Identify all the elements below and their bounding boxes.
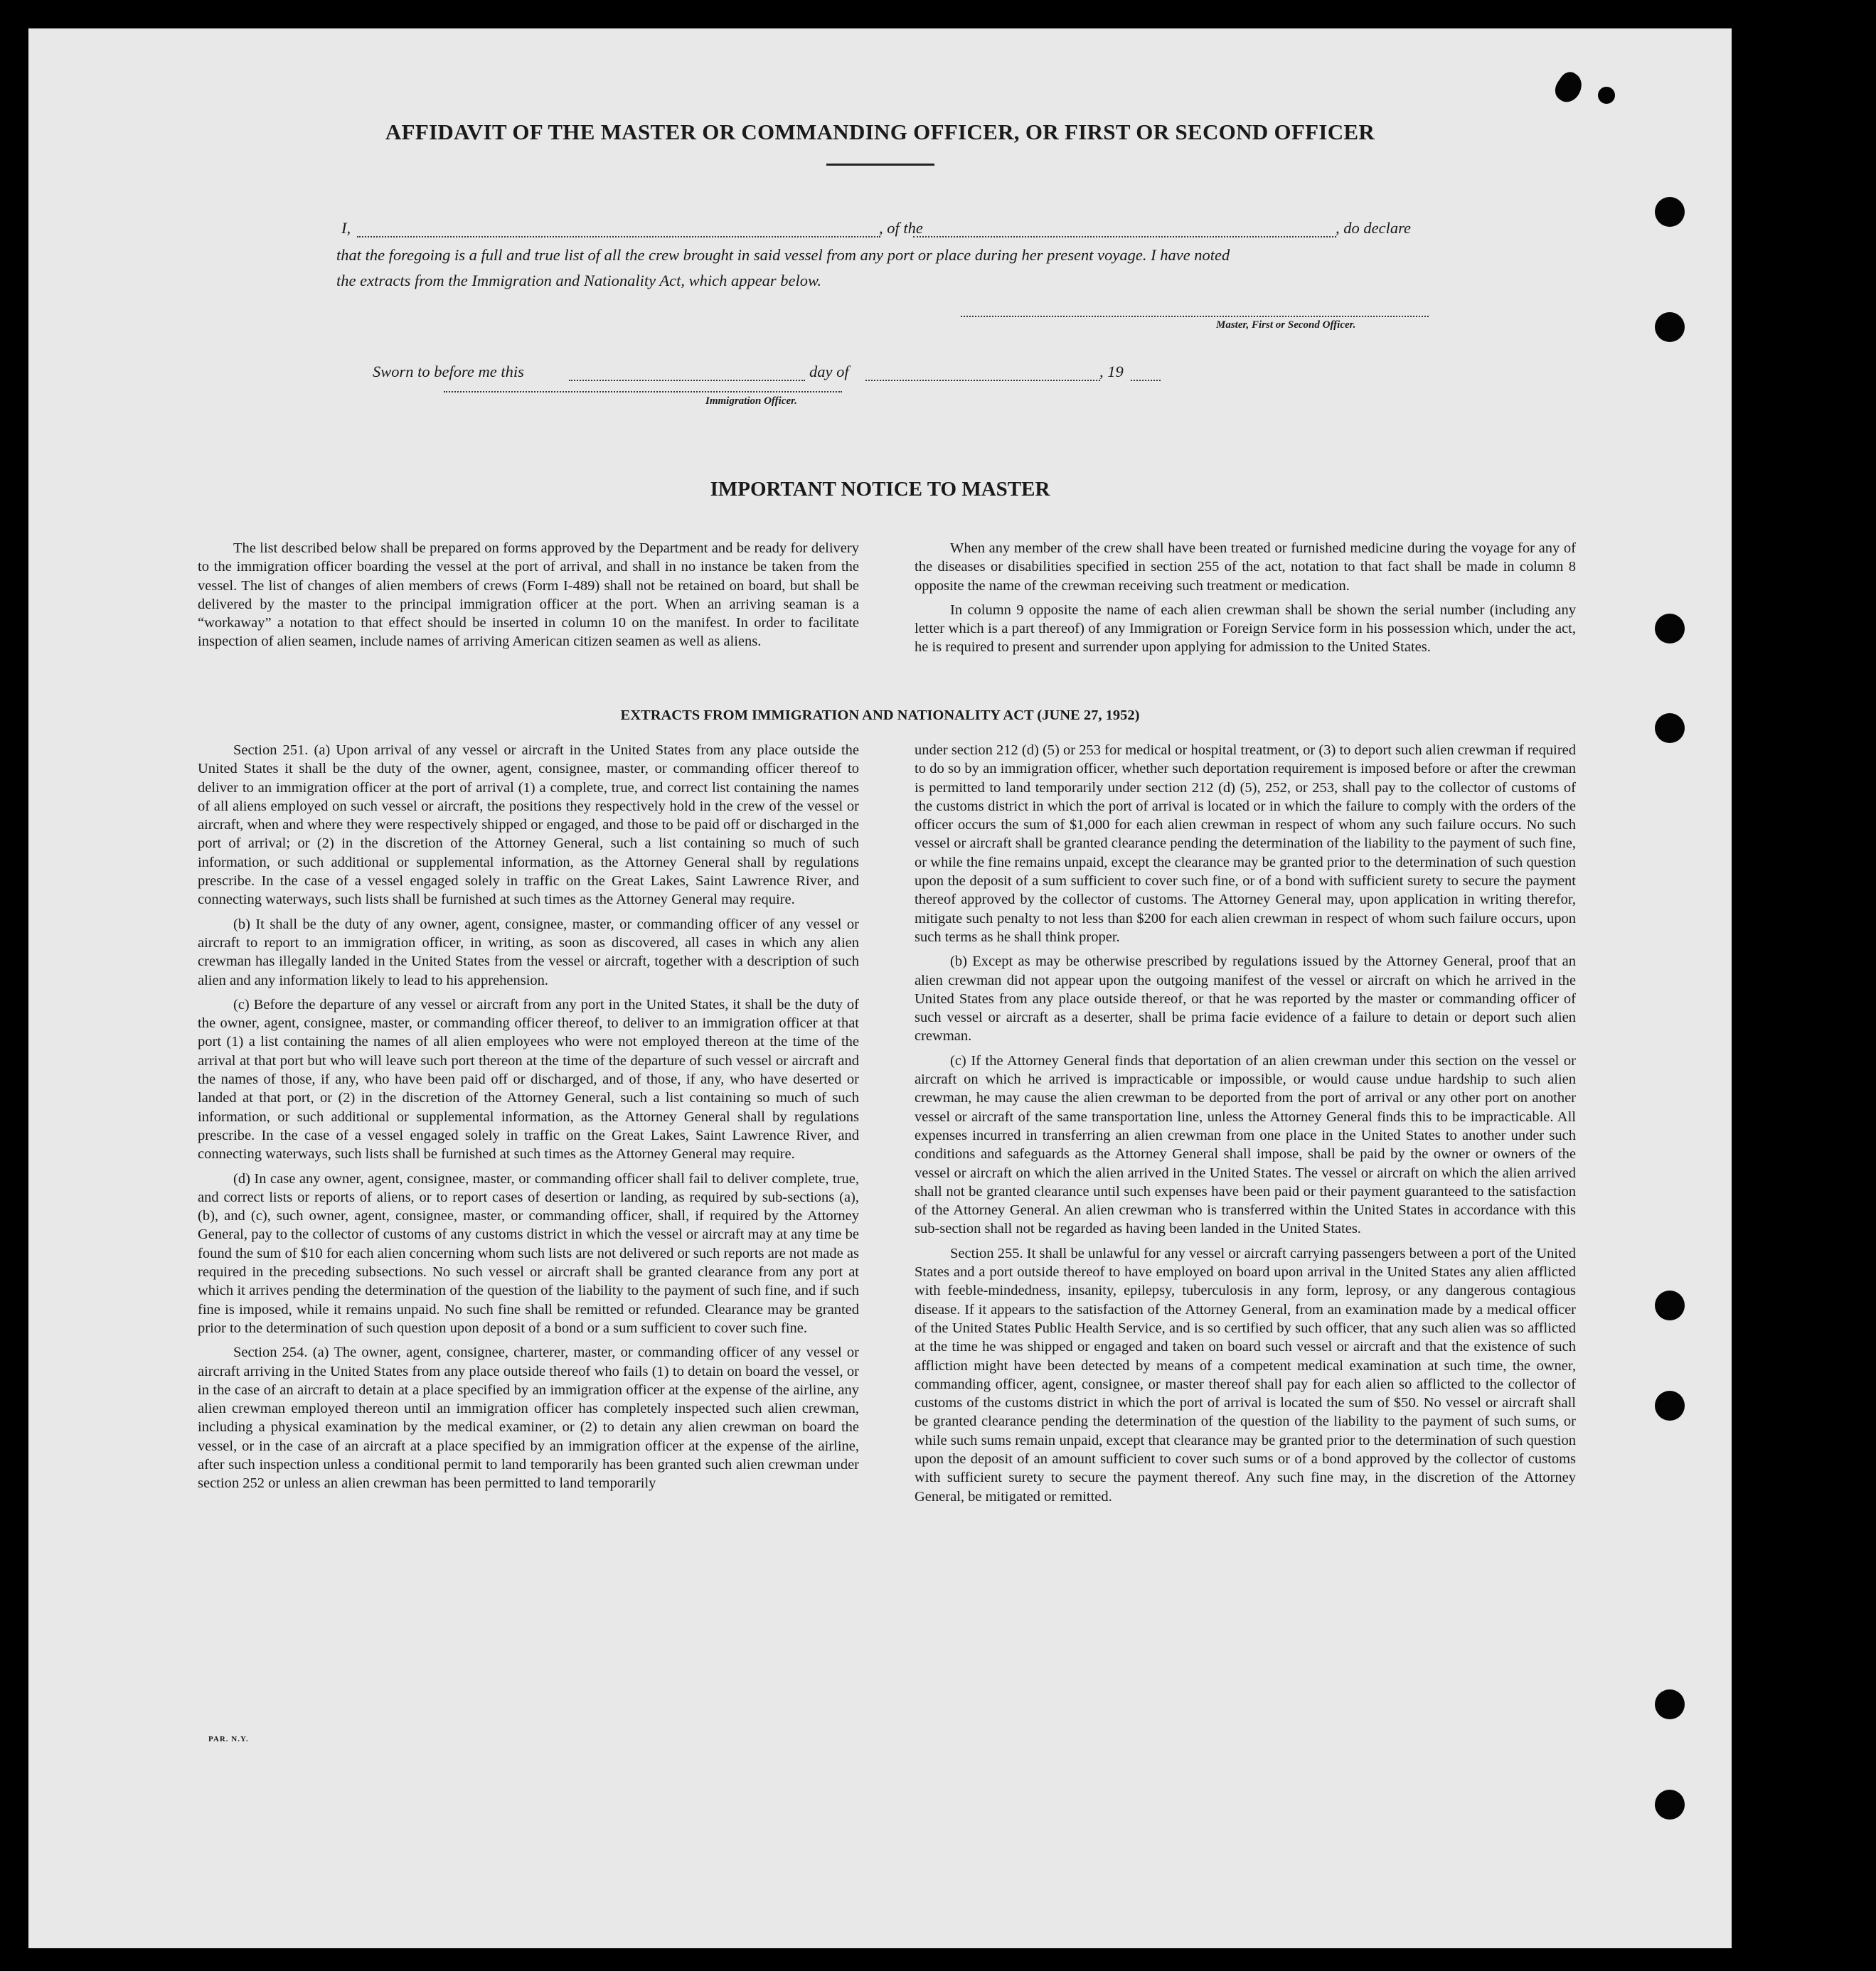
binder-hole — [1655, 1391, 1685, 1421]
extracts-title: EXTRACTS FROM IMMIGRATION AND NATIONALITY ACT (JUNE 27, 1952) — [620, 707, 1140, 723]
notice-paragraph: When any member of the crew shall have been treated or furnished medicine during the voyage for any of the diseases or disabilities specified in section 255 of the act, notation to that fact shall be made in column 8 opposite the name of the crewman receiving such treatment or medication. — [915, 540, 1576, 594]
statement-line-1: that the foregoing is a full and true list of all the crew brought in said vessel from any port or place during her present voyage. I have noted — [336, 246, 1230, 264]
section-paragraph: Section 251. (a) Upon arrival of any vessel or aircraft in the United States from any place outside the United States it shall be the duty of the owner, agent, consignee, master, or commanding officer thereof to deliver to an immigration officer at the port of arrival (1) a complete, true, and correct list containing the names of all aliens employed on such vessel or aircraft, the positions they respectively hold in the crew of the vessel or aircraft, when and where they were respectively shipped or engaged, and those to be paid off or discharged in the port of arrival; or (2) in the discretion of the Attorney General, such a list containing so much of such information, or such additional or supplemental information, as the Attorney General shall by regulations prescribe. In the case of a vessel engaged solely in traffic on the Great Lakes, Saint Lawrence River, and connecting waterways, such lists shall be furnished at such times as the Attorney General may require. — [198, 742, 859, 908]
notice-left-column — [198, 539, 859, 651]
section-paragraph: (d) In case any owner, agent, consignee, master, or commanding officer shall fail to deliver complete, true, and correct lists or reports of aliens, or to report cases of desertion or landing, as required by sub-sections (a), (b), and (c), such owner, agent, consignee, master, or commanding officer, shall, if required by the Attorney General, pay to the collector of customs of any customs district in which the vessel or aircraft may at any time be found the sum of $10 for each alien concerning whom such lists are not delivered or such reports are not made as required in the preceding subsections. No such vessel or aircraft shall be granted clearance from any port at which it arrives pending the determination of the question of the liability to the payment of such fine, and if such fine is imposed, while it remains unpaid. No such fine shall be remitted or refunded. Clearance may be granted prior to the determination of such question upon deposit of a bond or a sum sufficient to cover such fine. — [198, 1170, 859, 1336]
officer-signature-line[interactable] — [444, 391, 842, 392]
of-the-label: , of the — [879, 219, 923, 237]
affidavit-title: AFFIDAVIT OF THE MASTER OR COMMANDING OFFICER, OR FIRST OR SECOND OFFICER — [385, 119, 1375, 144]
section-paragraph: (c) Before the departure of any vessel or aircraft from any port in the United States, it shall be the duty of the owner, agent, consignee, master, or commanding officer thereof, to deliver to an immigration officer at that port (1) a list containing the names of all alien employees who were not employed thereon at the time of the arrival at that port but who will leave such port thereon at the time of the departure of such vessel or aircraft and the names of those, if any, who have been paid off or discharged, and of those, if any, who have deserted or landed at that port, or (2) in the discretion of the Attorney General, such a list containing so much of such information, or such additional or supplemental information, as the Attorney General shall by regulations prescribe. In the case of a vessel engaged solely in traffic on the Great Lakes, Saint Lawrence River, and connecting waterways, such lists shall be furnished at such times as the Attorney General may require. — [198, 996, 859, 1163]
section-paragraph: (c) If the Attorney General finds that deportation of an alien crewman under this section on the vessel or aircraft on which he arrived is impracticable or impossible, or would cause undue hardship to such alien crewman, he may cause the alien crewman to be deported from the port of arrival or any other port on another vessel or aircraft of the same transportation line, unless the Attorney General finds this to be impracticable. All expenses incurred in transferring an alien crewman from one place in the United States to another under such conditions and safeguards as the Attorney General shall impose, shall be paid by the owner or owners of the vessel or aircraft on which the alien arrived in the United States. The vessel or aircraft on which the alien arrived shall not be granted clearance until such expenses have been paid or their payment guaranteed to the satisfaction of the Attorney General. An alien crewman who is transferred within the United States in accordance with this sub-section shall not be regarded as having been landed in the United States. — [915, 1052, 1576, 1237]
vessel-line[interactable] — [913, 236, 1336, 237]
extracts-left-column — [198, 741, 859, 1493]
notice-paragraph: The list described below shall be prepared on forms approved by the Department and be ready for delivery to the immigration officer boarding the vessel at the port of arrival, and shall in no instance be taken from the vessel. The list of changes of alien members of crews (Form I-489) shall not be retained on board, but shall be delivered by the master to the principal immigration officer at the port. When an arriving seaman is a “workaway” a notation to that effect should be inserted in column 10 on the manifest. In order to facilitate inspection of alien seamen, include names of arriving American citizen seamen as well as aliens. — [198, 540, 859, 650]
year-label: , 19 — [1099, 363, 1124, 380]
day-of-label: day of — [809, 363, 849, 380]
section-paragraph: Section 254. (a) The owner, agent, consignee, charterer, master, or commanding officer of any vessel or aircraft arriving in the United States from any place outside thereof who fails (1) to detain on board the vessel, or in the case of an aircraft to detain at a place specified by an immigration officer at the expense of the airline, any alien crewman employed thereon until an immigration officer has completely inspected such alien crewman, including a physical examination by the medical examiner, or (2) to detain any alien crewman on board the vessel, or in the case of an aircraft at a place specified by an immigration officer at the expense of the airline, after such inspection unless a conditional permit to land temporarily has been granted such alien crewman under section 252 or unless an alien crewman has been permitted to land temporarily — [198, 1345, 859, 1492]
binder-hole — [1655, 1689, 1685, 1719]
binder-hole — [1655, 614, 1685, 643]
binder-hole — [1655, 1790, 1685, 1820]
section-paragraph: under section 212 (d) (5) or 253 for medical or hospital treatment, or (3) to deport such alien crewman if required to do so by an immigration officer, whether such deportation requirement is imposed before or after the crewman is permitted to land temporarily under section 212 (d) (5), 252, or 253, shall pay to the collector of customs of the customs district in which the port of arrival is located or in which the failure to comply with the orders of the officer occurs the sum of $1,000 for each alien crewman in respect of whom any such failure occurs. No such vessel or aircraft shall be granted clearance pending the determination of the liability to the payment of such fine, or while the fine remains unpaid, except the clearance may be granted prior to the determination of such question upon the deposit of a sum sufficient to cover such fine, or of a bond with sufficient surety to secure the payment thereof approved by the collector of customs. The Attorney General may, upon application in writing therefor, mitigate such penalty to not less than $200 for each alien crewman in respect of whom such failure occurs, upon such terms as he shall think proper. — [915, 742, 1576, 945]
declare-label: , do declare — [1336, 219, 1412, 237]
i-label: I, — [341, 219, 351, 237]
document-page — [28, 28, 1732, 1948]
section-paragraph: Section 255. It shall be unlawful for any vessel or aircraft carrying passengers between a port of the United States and a port outside thereof to have employed on board upon arrival in the United States any alien afflicted with feeble-mindedness, insanity, epilepsy, tuberculosis in any form, leprosy, or any dangerous contagious disease. If it appears to the satisfaction of the Attorney General, from an examination made by a medical officer of the United States Public Health Service, and is so certified by such officer, that any such alien was so afflicted at the time he was shipped or engaged and taken on board such vessel or aircraft and that the existence of such affliction might have been detected by means of a competent medical examination at such time, the owner, commanding officer, agent, consignee, or master thereof shall pay for each alien so afflicted to the collector of customs of the customs district in which the port of arrival is located the sum of $50. No vessel or aircraft shall be granted clearance pending the determination of the question of the liability to the payment of such sums, or while such sums remain unpaid, except that clearance may be granted prior to the determination of such question upon the deposit of an amount sufficient to cover such sums or of a bond approved by the collector of customs with sufficient surety to secure the payment thereof. Any such fine may, in the discretion of the Attorney General, be mitigated or remitted. — [915, 1245, 1576, 1505]
month-line[interactable] — [865, 380, 1100, 381]
printer-mark: PAR. N.Y. — [208, 1735, 249, 1743]
binder-hole — [1655, 312, 1685, 342]
section-paragraph: (b) Except as may be otherwise prescribed by regulations issued by the Attorney General, proof that an alien crewman did not appear upon the outgoing manifest of the vessel or aircraft on which he arrived in the United States from any place outside thereof, or that he was reported by the master or commanding officer of such vessel or aircraft as a deserter, shall be prima facie evidence of a failure to detain or deport such alien crewman. — [915, 954, 1576, 1045]
signature-caption: Master, First or Second Officer. — [1216, 319, 1356, 331]
ink-blot — [1550, 68, 1587, 107]
officer-caption: Immigration Officer. — [705, 395, 797, 407]
year-line[interactable] — [1131, 380, 1161, 381]
sworn-label: Sworn to before me this — [373, 363, 524, 380]
notice-right-column — [915, 539, 1576, 657]
day-line[interactable] — [569, 380, 805, 381]
binder-hole — [1655, 197, 1685, 227]
ink-blot — [1598, 87, 1615, 104]
binder-hole — [1655, 1291, 1685, 1320]
name-line[interactable] — [357, 236, 880, 237]
signature-line[interactable] — [961, 316, 1429, 317]
extracts-right-column — [915, 741, 1576, 1506]
section-paragraph: (b) It shall be the duty of any owner, agent, consignee, master, or commanding officer of any vessel or aircraft to report to an immigration officer, in writing, as soon as discovered, all cases in which any alien crewman has illegally landed in the United States from the vessel or aircraft, together with a description of such alien and any information likely to lead to his apprehension. — [198, 916, 859, 988]
notice-paragraph: In column 9 opposite the name of each alien crewman shall be shown the serial number (including any letter which is a part thereof) of any Immigration or Foreign Service form in his possession which, under the act, he is required to present and surrender upon applying for admission to the United States. — [915, 602, 1576, 656]
notice-title: IMPORTANT NOTICE TO MASTER — [710, 478, 1050, 501]
title-rule — [826, 164, 934, 166]
statement-line-2: the extracts from the Immigration and Nationality Act, which appear below. — [336, 272, 822, 289]
